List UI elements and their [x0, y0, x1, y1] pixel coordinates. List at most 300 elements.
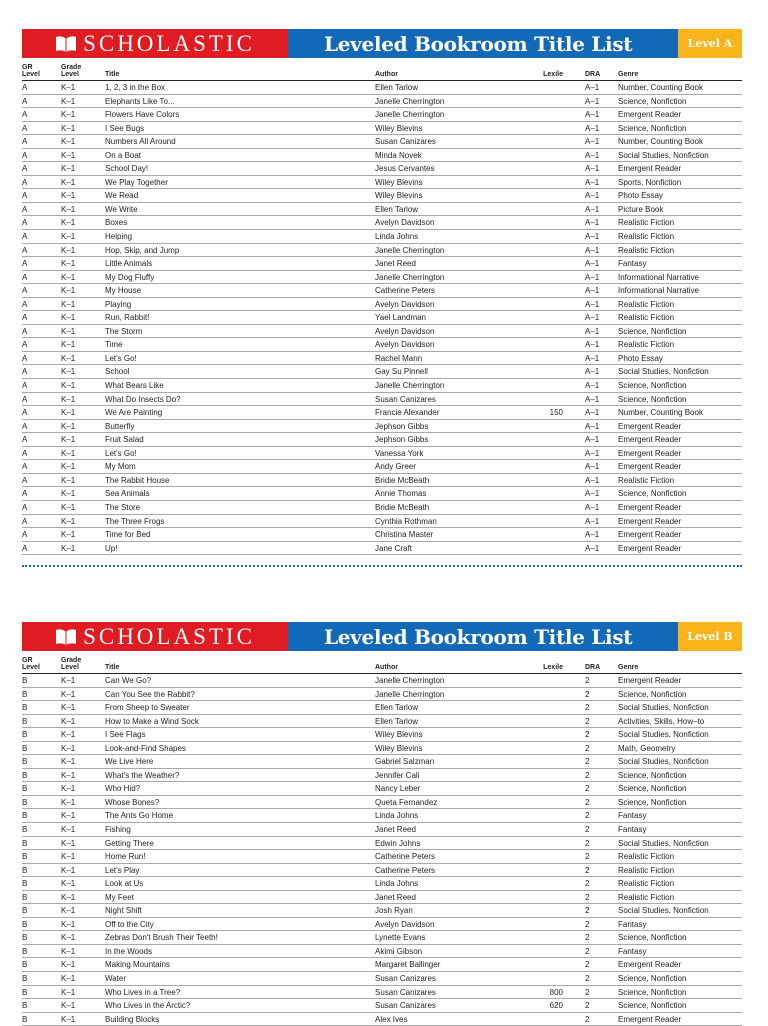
gr-level-cell: A — [22, 340, 28, 350]
grade-level-cell: K–1 — [61, 933, 76, 943]
genre-cell: Number, Counting Book — [618, 83, 703, 92]
table-row — [22, 365, 742, 379]
table-row — [22, 701, 742, 715]
grade-level-cell: K–1 — [61, 218, 76, 228]
dra-cell: 2 — [585, 852, 590, 862]
table-row — [22, 931, 742, 945]
gr-level-cell: A — [22, 96, 28, 106]
grade-level-cell: K–1 — [61, 394, 76, 404]
grade-level-cell: K–1 — [61, 543, 76, 553]
author-cell: Avelyn Davidson — [375, 919, 435, 929]
dra-cell: A–1 — [585, 394, 600, 404]
title-cell: 1, 2, 3 in the Box — [105, 83, 166, 92]
grade-level-cell: K–1 — [61, 730, 76, 740]
genre-cell: Social Studies, Nonfiction — [618, 703, 709, 713]
gr-level-cell: A — [22, 421, 28, 431]
grade-level-cell: K–1 — [61, 879, 76, 889]
dra-cell: 2 — [585, 1014, 590, 1024]
grade-level-cell: K–1 — [61, 865, 76, 875]
table-row — [22, 149, 742, 163]
genre-cell: Social Studies, Nonfiction — [618, 150, 709, 160]
gr-level-cell: B — [22, 770, 28, 780]
title-cell: Whose Bones? — [105, 797, 160, 807]
title-cell: I See Bugs — [105, 123, 145, 133]
grade-level-cell: K–1 — [61, 83, 76, 92]
table-row — [22, 945, 742, 959]
title-cell: The Three Frogs — [105, 516, 165, 526]
open-book-icon — [55, 628, 77, 646]
genre-cell: Fantasy — [618, 259, 647, 269]
title-cell: We Are Painting — [105, 408, 163, 418]
table-row — [22, 742, 742, 756]
title-cell: The Store — [105, 502, 141, 512]
grade-level-cell: K–1 — [61, 462, 76, 472]
dra-cell: A–1 — [585, 286, 600, 296]
title-cell: What Bears Like — [105, 381, 164, 391]
table-row — [22, 325, 742, 339]
table-row — [22, 352, 742, 366]
genre-cell: Picture Book — [618, 204, 664, 214]
table-row — [22, 257, 742, 271]
author-cell: Bridie McBeath — [375, 475, 430, 485]
gr-level-cell: A — [22, 83, 28, 92]
author-cell: Susan Canizares — [375, 1001, 436, 1011]
genre-cell: Science, Nonfiction — [618, 123, 687, 133]
title-cell: We Live Here — [105, 757, 154, 767]
dra-cell: 2 — [585, 757, 590, 767]
lexile-cell: 150 — [549, 408, 563, 418]
dra-cell: A–1 — [585, 543, 600, 553]
gr-level-cell: B — [22, 960, 28, 970]
grade-level-cell: K–1 — [61, 797, 76, 807]
table-row — [22, 674, 742, 688]
dra-cell: A–1 — [585, 340, 600, 350]
table-row — [22, 728, 742, 742]
title-cell: From Sheep to Sweater — [105, 703, 190, 713]
table-row — [22, 918, 742, 932]
gr-level-cell: A — [22, 394, 28, 404]
table-row — [22, 203, 742, 217]
genre-cell: Science, Nonfiction — [618, 326, 687, 336]
gr-level-cell: B — [22, 933, 28, 943]
genre-cell: Realistic Fiction — [618, 879, 675, 889]
author-cell: Cynthia Rothman — [375, 516, 437, 526]
title-cell: How to Make a Wind Sock — [105, 716, 199, 726]
author-cell: Francie Alexander — [375, 408, 440, 418]
author-cell: Janet Reed — [375, 825, 416, 835]
grade-level-cell: K–1 — [61, 676, 76, 685]
grade-level-cell: K–1 — [61, 960, 76, 970]
title-cell: Who Hid? — [105, 784, 141, 794]
title-cell: Water — [105, 974, 127, 984]
title-cell: School — [105, 367, 130, 377]
table-row — [22, 891, 742, 905]
genre-cell: Realistic Fiction — [618, 245, 675, 255]
dra-cell: 2 — [585, 960, 590, 970]
table-row — [22, 837, 742, 851]
author-cell: Linda Johns — [375, 811, 419, 821]
grade-level-cell: K–1 — [61, 1014, 76, 1024]
title-cell: We Write — [105, 204, 138, 214]
genre-cell: Photo Essay — [618, 353, 663, 363]
gr-level-cell: B — [22, 892, 28, 902]
dra-cell: A–1 — [585, 381, 600, 391]
genre-cell: Science, Nonfiction — [618, 489, 687, 499]
genre-cell: Emergent Reader — [618, 462, 682, 472]
table-row — [22, 999, 742, 1013]
author-cell: Yael Landman — [375, 313, 426, 323]
table-row — [22, 298, 742, 312]
gr-level-cell: B — [22, 1001, 28, 1011]
genre-cell: Science, Nonfiction — [618, 96, 687, 106]
table-row — [22, 95, 742, 109]
author-cell: Janelle Cherrington — [375, 96, 445, 106]
gr-level-cell: A — [22, 543, 28, 553]
genre-cell: Realistic Fiction — [618, 232, 675, 242]
table-row — [22, 244, 742, 258]
grade-level-cell: K–1 — [61, 286, 76, 296]
table-row — [22, 487, 742, 501]
dra-cell: 2 — [585, 676, 590, 685]
dra-cell: 2 — [585, 716, 590, 726]
grade-level-cell: K–1 — [61, 326, 76, 336]
author-cell: Minda Novek — [375, 150, 422, 160]
genre-cell: Emergent Reader — [618, 516, 682, 526]
genre-cell: Social Studies, Nonfiction — [618, 367, 709, 377]
title-cell: My Mom — [105, 462, 136, 472]
scholastic-logo — [22, 622, 288, 651]
table-row — [22, 393, 742, 407]
level-a-section — [22, 29, 742, 555]
gr-level-cell: B — [22, 865, 28, 875]
gr-level-cell: A — [22, 137, 28, 147]
genre-cell: Number, Counting Book — [618, 408, 703, 418]
title-cell: Making Mountains — [105, 960, 170, 970]
title-cell: Let's Play — [105, 865, 140, 875]
genre-cell: Science, Nonfiction — [618, 974, 687, 984]
gr-level-cell: A — [22, 475, 28, 485]
gr-level-cell: B — [22, 797, 28, 807]
column-header-gr-level: GR Level — [22, 64, 40, 78]
dra-cell: A–1 — [585, 326, 600, 336]
title-cell: Building Blocks — [105, 1014, 160, 1024]
table-row — [22, 972, 742, 986]
title-cell: Hop, Skip, and Jump — [105, 245, 180, 255]
title-cell: What Do Insects Do? — [105, 394, 181, 404]
title-cell: School Day! — [105, 164, 149, 174]
dra-cell: A–1 — [585, 353, 600, 363]
author-cell: Ellen Tarlow — [375, 703, 418, 713]
gr-level-cell: B — [22, 676, 28, 685]
author-cell: Linda Johns — [375, 232, 419, 242]
genre-cell: Fantasy — [618, 919, 647, 929]
author-cell: Akimi Gibson — [375, 946, 423, 956]
author-cell: Ellen Tarlow — [375, 716, 418, 726]
table-row — [22, 823, 742, 837]
table-row — [22, 809, 742, 823]
title-cell: Little Animals — [105, 259, 153, 269]
lexile-cell: 620 — [549, 1001, 563, 1011]
title-cell: Zebras Don't Brush Their Teeth! — [105, 933, 218, 943]
genre-cell: Activities, Skills, How–to — [618, 716, 705, 726]
grade-level-cell: K–1 — [61, 245, 76, 255]
dra-cell: A–1 — [585, 462, 600, 472]
author-cell: Nancy Leber — [375, 784, 421, 794]
author-cell: Susan Canizares — [375, 987, 436, 997]
gr-level-cell: A — [22, 245, 28, 255]
genre-cell: Emergent Reader — [618, 435, 682, 445]
column-header-genre: Genre — [618, 71, 639, 78]
gr-level-cell: A — [22, 123, 28, 133]
table-row — [22, 189, 742, 203]
author-cell: Jennifer Cali — [375, 770, 420, 780]
dra-cell: A–1 — [585, 475, 600, 485]
grade-level-cell: K–1 — [61, 987, 76, 997]
grade-level-cell: K–1 — [61, 716, 76, 726]
author-cell: Janelle Cherrington — [375, 272, 445, 282]
grade-level-cell: K–1 — [61, 516, 76, 526]
grade-level-cell: K–1 — [61, 353, 76, 363]
grade-level-cell: K–1 — [61, 689, 76, 699]
title-cell: Fishing — [105, 825, 131, 835]
genre-cell: Science, Nonfiction — [618, 770, 687, 780]
dra-cell: 2 — [585, 1001, 590, 1011]
table-row — [22, 515, 742, 529]
table-row — [22, 755, 742, 769]
title-cell: Up! — [105, 543, 118, 553]
title-cell: Night Shift — [105, 906, 142, 916]
genre-cell: Emergent Reader — [618, 543, 682, 553]
table-row — [22, 769, 742, 783]
grade-level-cell: K–1 — [61, 272, 76, 282]
table-row — [22, 796, 742, 810]
table-row — [22, 1013, 742, 1026]
dra-cell: A–1 — [585, 191, 600, 201]
gr-level-cell: A — [22, 462, 28, 472]
table-row — [22, 877, 742, 891]
genre-cell: Science, Nonfiction — [618, 381, 687, 391]
dra-cell: 2 — [585, 933, 590, 943]
dra-cell: 2 — [585, 974, 590, 984]
dra-cell: A–1 — [585, 83, 600, 92]
table-row — [22, 986, 742, 1000]
column-header-lexile: Lexile — [543, 71, 563, 78]
table-row — [22, 782, 742, 796]
dra-cell: 2 — [585, 865, 590, 875]
author-cell: Wiley Blevins — [375, 191, 423, 201]
genre-cell: Emergent Reader — [618, 448, 682, 458]
grade-level-cell: K–1 — [61, 408, 76, 418]
gr-level-cell: A — [22, 286, 28, 296]
author-cell: Edwin Johns — [375, 838, 421, 848]
dra-cell: A–1 — [585, 516, 600, 526]
grade-level-cell: K–1 — [61, 1001, 76, 1011]
gr-level-cell: A — [22, 313, 28, 323]
dra-cell: 2 — [585, 838, 590, 848]
author-cell: Wiley Blevins — [375, 730, 423, 740]
author-cell: Lynette Evans — [375, 933, 426, 943]
title-cell: Flowers Have Colors — [105, 110, 180, 120]
dra-cell: 2 — [585, 892, 590, 902]
genre-cell: Realistic Fiction — [618, 299, 675, 309]
genre-cell: Realistic Fiction — [618, 313, 675, 323]
table-row — [22, 447, 742, 461]
table-row — [22, 271, 742, 285]
grade-level-cell: K–1 — [61, 530, 76, 540]
table-row — [22, 338, 742, 352]
title-cell: Butterfly — [105, 421, 135, 431]
genre-cell: Realistic Fiction — [618, 475, 675, 485]
author-cell: Queta Fernandez — [375, 797, 438, 807]
title-cell: We Play Together — [105, 177, 168, 187]
column-header-gr-level: GR Level — [22, 657, 40, 671]
gr-level-cell: A — [22, 516, 28, 526]
genre-cell: Realistic Fiction — [618, 852, 675, 862]
title-cell: The Ants Go Home — [105, 811, 174, 821]
table-row — [22, 958, 742, 972]
title-table — [22, 674, 742, 1026]
gr-level-cell: B — [22, 1014, 28, 1024]
gr-level-cell: B — [22, 838, 28, 848]
gr-level-cell: B — [22, 987, 28, 997]
title-cell: The Rabbit House — [105, 475, 170, 485]
author-cell: Bridie McBeath — [375, 502, 430, 512]
genre-cell: Social Studies, Nonfiction — [618, 838, 709, 848]
gr-level-cell: A — [22, 326, 28, 336]
grade-level-cell: K–1 — [61, 825, 76, 835]
gr-level-cell: A — [22, 204, 28, 214]
table-row — [22, 122, 742, 136]
genre-cell: Informational Narrative — [618, 272, 699, 282]
gr-level-cell: A — [22, 299, 28, 309]
author-cell: Avelyn Davidson — [375, 218, 435, 228]
author-cell: Janelle Cherrington — [375, 110, 445, 120]
table-row — [22, 864, 742, 878]
grade-level-cell: K–1 — [61, 838, 76, 848]
section-header — [22, 29, 742, 58]
dra-cell: A–1 — [585, 164, 600, 174]
dra-cell: 2 — [585, 919, 590, 929]
gr-level-cell: A — [22, 408, 28, 418]
table-row — [22, 688, 742, 702]
author-cell: Catherine Peters — [375, 286, 436, 296]
title-cell: Let's Go! — [105, 353, 137, 363]
table-row — [22, 474, 742, 488]
genre-cell: Social Studies, Nonfiction — [618, 730, 709, 740]
gr-level-cell: A — [22, 150, 28, 160]
table-row — [22, 433, 742, 447]
author-cell: Janet Reed — [375, 259, 416, 269]
level-badge: Level B — [678, 622, 742, 651]
gr-level-cell: B — [22, 919, 28, 929]
genre-cell: Realistic Fiction — [618, 865, 675, 875]
grade-level-cell: K–1 — [61, 367, 76, 377]
title-cell: Look at Us — [105, 879, 144, 889]
gr-level-cell: A — [22, 110, 28, 120]
grade-level-cell: K–1 — [61, 150, 76, 160]
grade-level-cell: K–1 — [61, 421, 76, 431]
grade-level-cell: K–1 — [61, 164, 76, 174]
section-header — [22, 622, 742, 651]
genre-cell: Realistic Fiction — [618, 892, 675, 902]
author-cell: Susan Canizares — [375, 394, 436, 404]
dra-cell: 2 — [585, 730, 590, 740]
grade-level-cell: K–1 — [61, 110, 76, 120]
grade-level-cell: K–1 — [61, 974, 76, 984]
author-cell: Josh Ryan — [375, 906, 413, 916]
genre-cell: Science, Nonfiction — [618, 987, 687, 997]
dra-cell: A–1 — [585, 204, 600, 214]
dra-cell: A–1 — [585, 367, 600, 377]
title-cell: Run, Rabbit! — [105, 313, 150, 323]
genre-cell: Science, Nonfiction — [618, 797, 687, 807]
grade-level-cell: K–1 — [61, 381, 76, 391]
author-cell: Janelle Cherrington — [375, 676, 445, 685]
dra-cell: 2 — [585, 906, 590, 916]
dra-cell: A–1 — [585, 232, 600, 242]
grade-level-cell: K–1 — [61, 919, 76, 929]
author-cell: Avelyn Davidson — [375, 340, 435, 350]
table-row — [22, 81, 742, 95]
table-row — [22, 162, 742, 176]
genre-cell: Science, Nonfiction — [618, 784, 687, 794]
grade-level-cell: K–1 — [61, 299, 76, 309]
gr-level-cell: B — [22, 716, 28, 726]
gr-level-cell: B — [22, 811, 28, 821]
author-cell: Wiley Blevins — [375, 743, 423, 753]
grade-level-cell: K–1 — [61, 489, 76, 499]
column-header-grade-level: Grade Level — [61, 64, 82, 78]
column-header-lexile: Lexile — [543, 664, 563, 671]
gr-level-cell: A — [22, 502, 28, 512]
gr-level-cell: A — [22, 367, 28, 377]
dra-cell: A–1 — [585, 408, 600, 418]
genre-cell: Sports, Nonfiction — [618, 177, 682, 187]
brand-wordmark: SCHOLASTIC — [83, 30, 255, 56]
table-row — [22, 379, 742, 393]
genre-cell: Emergent Reader — [618, 164, 682, 174]
title-cell: In the Woods — [105, 946, 152, 956]
author-cell: Jephson Gibbs — [375, 421, 429, 431]
gr-level-cell: B — [22, 879, 28, 889]
title-cell: Look-and-Find Shapes — [105, 743, 186, 753]
author-cell: Catherine Peters — [375, 865, 436, 875]
gr-level-cell: A — [22, 218, 28, 228]
author-cell: Janelle Cherrington — [375, 381, 445, 391]
title-cell: Playing — [105, 299, 132, 309]
grade-level-cell: K–1 — [61, 770, 76, 780]
grade-level-cell: K–1 — [61, 448, 76, 458]
gr-level-cell: A — [22, 232, 28, 242]
gr-level-cell: B — [22, 689, 28, 699]
gr-level-cell: A — [22, 448, 28, 458]
dra-cell: A–1 — [585, 150, 600, 160]
dra-cell: A–1 — [585, 421, 600, 431]
grade-level-cell: K–1 — [61, 703, 76, 713]
genre-cell: Social Studies, Nonfiction — [618, 757, 709, 767]
dra-cell: 2 — [585, 703, 590, 713]
genre-cell: Emergent Reader — [618, 421, 682, 431]
table-row — [22, 542, 742, 556]
dra-cell: A–1 — [585, 489, 600, 499]
gr-level-cell: B — [22, 974, 28, 984]
dra-cell: 2 — [585, 811, 590, 821]
grade-level-cell: K–1 — [61, 852, 76, 862]
genre-cell: Number, Counting Book — [618, 137, 703, 147]
level-b-section — [22, 622, 742, 1026]
title-cell: Helping — [105, 232, 133, 242]
title-cell: The Storm — [105, 326, 143, 336]
